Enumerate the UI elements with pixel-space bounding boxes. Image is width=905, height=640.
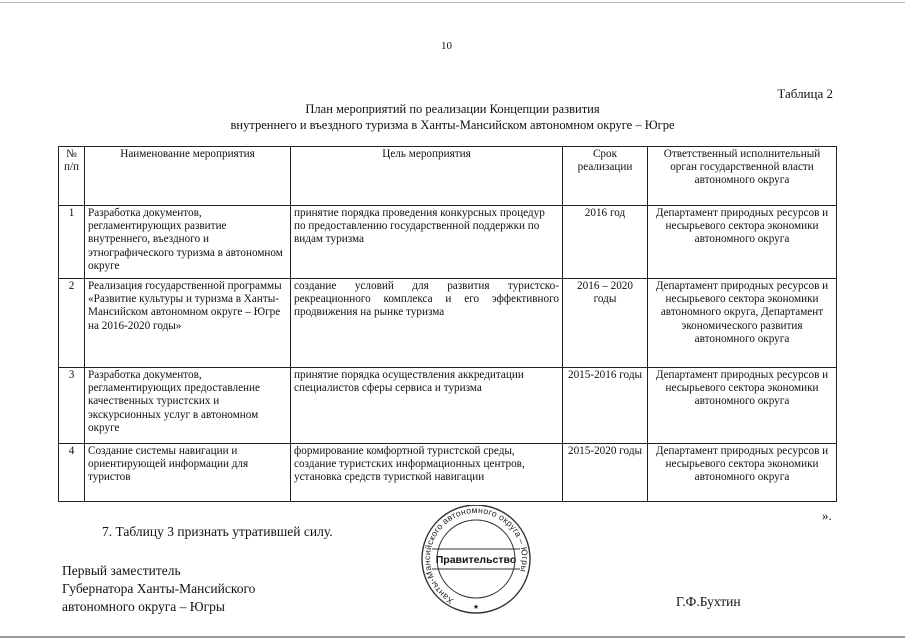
header-name: Наименование мероприятия [85,147,291,206]
header-goal: Цель мероприятия [291,147,563,206]
cell-org: Департамент природных ресурсов и несырьевого сектора экономики автономного округа [648,368,837,444]
scan-edge-bottom [0,636,905,638]
header-org: Ответственный исполнительный орган государственной власти автономного округа [648,147,837,206]
cell-term: 2015-2016 годы [563,368,648,444]
cell-name: Разработка документов, регламентирующих развитие внутреннего, въездного и этнографического туризма в автономном округе [85,206,291,279]
cell-term: 2016 – 2020 годы [563,279,648,368]
official-seal-stamp [412,505,540,615]
cell-org: Департамент природных ресурсов и несырьевого сектора экономики автономного округа, Департамент экономического развития автономного округа [648,279,837,368]
header-term: Срок реализации [563,147,648,206]
table-header-row [59,147,837,206]
title-line-1: План мероприятий по реализации Концепции развития [305,102,600,116]
seal-star-icon: ★ [472,603,480,611]
signatory-line-2: Губернатора Ханты-Мансийского [62,581,256,596]
item-7-text: 7. Таблицу 3 признать утратившей силу. [102,524,333,539]
cell-num: 1 [59,206,85,279]
signatory-line-3: автономного округа – Югры [62,599,225,614]
signatory-line-1: Первый заместитель [62,563,181,578]
document-title [0,101,905,133]
cell-goal: принятие порядка осуществления аккредитации специалистов сферы сервиса и туризма [291,368,563,444]
table-row [59,206,837,279]
cell-goal: создание условий для развития туристско-рекреационного комплекса и его эффективного продвижения на рынке туризма [291,279,563,368]
cell-num: 2 [59,279,85,368]
signer-name: Г.Ф.Бухтин [676,594,741,609]
table-label: Таблица 2 [777,86,833,101]
cell-num: 4 [59,444,85,502]
closing-quote: ». [822,508,832,523]
table-row [59,368,837,444]
cell-name: Разработка документов, регламентирующих предоставление качественных туристских и экскурсионных услуг в автономном округе [85,368,291,444]
scan-edge-top [0,2,905,3]
title-line-2: внутреннего и въездного туризма в Ханты-Мансийском автономном округе – Югре [230,118,675,132]
cell-org: Департамент природных ресурсов и несырьевого сектора экономики автономного округа [648,444,837,502]
cell-term: 2015-2020 годы [563,444,648,502]
seal-ring-text: Ханты-Мансийского автономного округа – Югры [421,505,531,607]
measures-table [58,146,837,502]
cell-name: Реализация государственной программы «Развитие культуры и туризма в Ханты-Мансийском автономном округе – Югре на 2016-2020 годы» [85,279,291,368]
seal-center-text: Правительство [435,554,517,566]
cell-num: 3 [59,368,85,444]
signature-block [62,562,255,616]
cell-goal: принятие порядка проведения конкурсных процедур по предоставлению государственной поддержки по видам туризма [291,206,563,279]
cell-goal: формирование комфортной туристской среды, создание туристских информационных центров, установка средств туристкой навигации [291,444,563,502]
cell-term: 2016 год [563,206,648,279]
cell-org: Департамент природных ресурсов и несырьевого сектора экономики автономного округа [648,206,837,279]
header-num: № п/п [59,147,85,206]
table-row [59,444,837,502]
cell-name: Создание системы навигации и ориентирующей информации для туристов [85,444,291,502]
page-number: 10 [441,40,452,52]
table-row [59,279,837,368]
